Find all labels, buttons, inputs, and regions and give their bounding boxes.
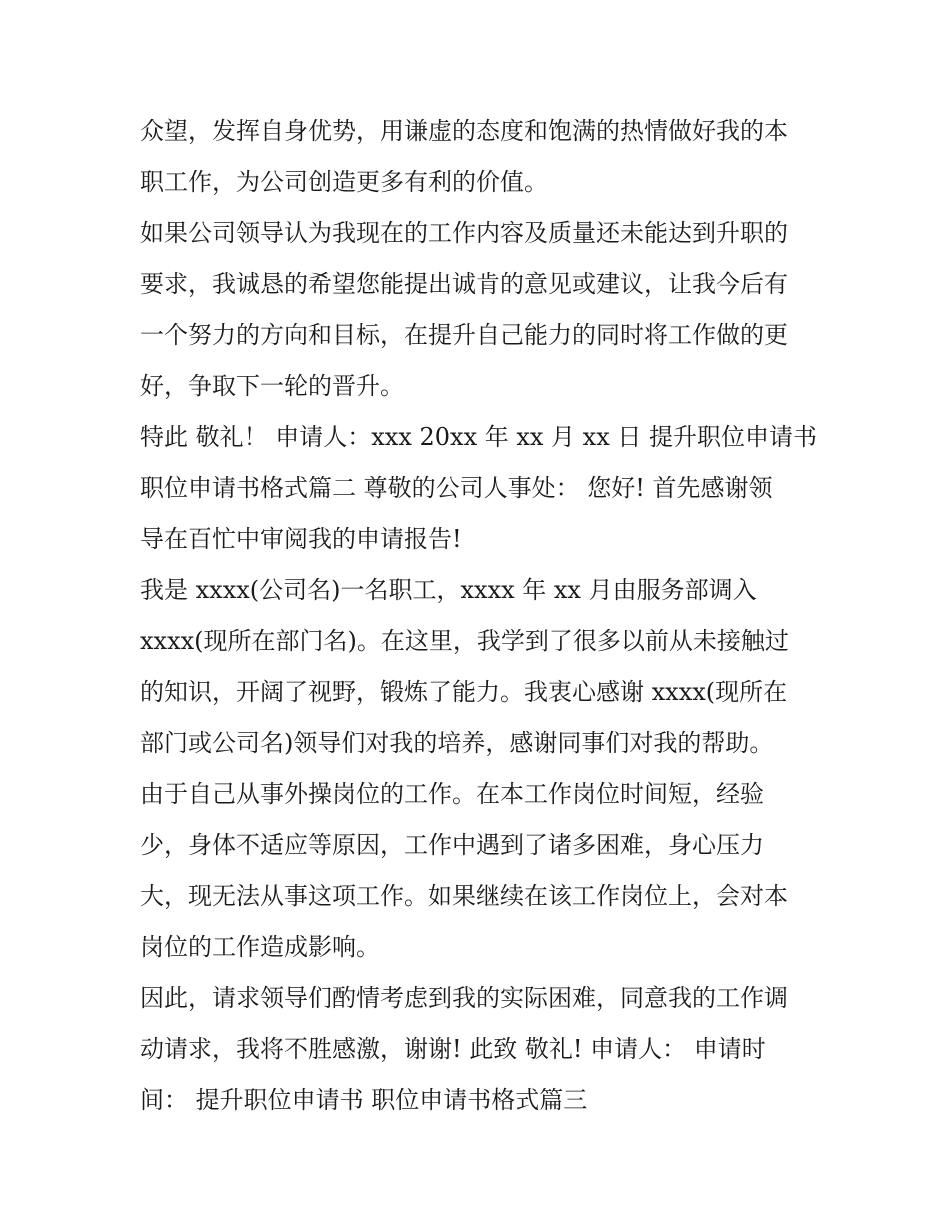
text-line-18: 因此，请求领导们酌情考虑到我的实际困难，同意我的工作调 bbox=[140, 984, 788, 1012]
text-line-2: 职工作，为公司创造更多有利的价值。 bbox=[140, 168, 548, 196]
text-line-12: 的知识，开阔了视野，锻炼了能力。我衷心感谢 xxxx(现所在 bbox=[140, 678, 788, 706]
text-line-9: 导在百忙中审阅我的申请报告! bbox=[140, 525, 462, 553]
text-line-11: xxxx(现所在部门名)。在这里，我学到了很多以前从未接触过 bbox=[140, 627, 789, 655]
text-line-20: 间： 提升职位申请书 职位申请书格式篇三 bbox=[140, 1086, 588, 1114]
text-line-1: 众望，发挥自身优势，用谦虚的态度和饱满的热情做好我的本 bbox=[140, 117, 788, 145]
text-line-19: 动请求，我将不胜感激，谢谢! 此致 敬礼! 申请人： 申请时 bbox=[140, 1035, 766, 1063]
document-body bbox=[140, 106, 820, 1126]
text-line-13: 部门或公司名)领导们对我的培养，感谢同事们对我的帮助。 bbox=[140, 729, 774, 757]
text-line-7: 特此 敬礼！ 申请人：xxx 20xx 年 xx 月 xx 日 提升职位申请书 bbox=[140, 423, 818, 451]
text-line-15: 少，身体不适应等原因，工作中遇到了诸多困难，身心压力 bbox=[140, 831, 764, 859]
text-line-6: 好，争取下一轮的晋升。 bbox=[140, 372, 404, 400]
text-line-17: 岗位的工作造成影响。 bbox=[140, 933, 380, 961]
text-line-16: 大，现无法从事这项工作。如果继续在该工作岗位上，会对本 bbox=[140, 882, 788, 910]
text-line-8: 职位申请书格式篇二 尊敬的公司人事处： 您好! 首先感谢领 bbox=[140, 474, 773, 502]
text-line-3: 如果公司领导认为我现在的工作内容及质量还未能达到升职的 bbox=[140, 219, 788, 247]
text-line-14: 由于自己从事外操岗位的工作。在本工作岗位时间短，经验 bbox=[140, 780, 764, 808]
text-line-4: 要求，我诚恳的希望您能提出诚肯的意见或建议，让我今后有 bbox=[140, 270, 788, 298]
text-line-5: 一个努力的方向和目标，在提升自己能力的同时将工作做的更 bbox=[140, 321, 788, 349]
text-line-10: 我是 xxxx(公司名)一名职工，xxxx 年 xx 月由服务部调入 bbox=[140, 576, 757, 604]
